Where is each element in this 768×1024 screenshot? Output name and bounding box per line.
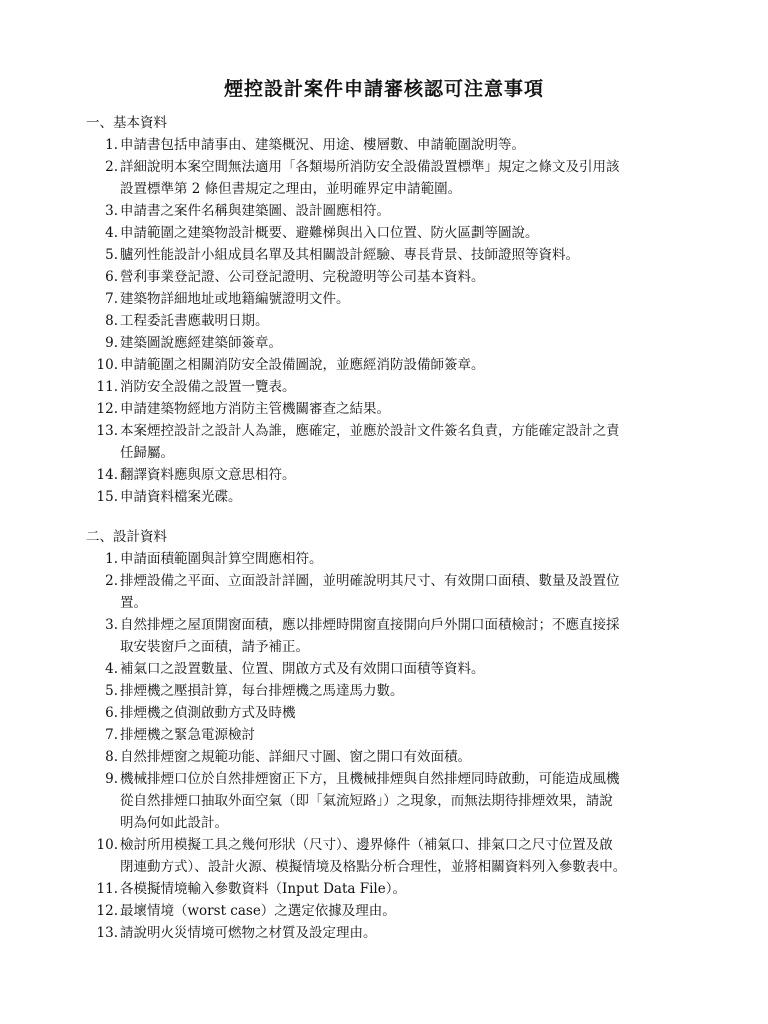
item-number: 2. [105, 159, 118, 175]
item-text: 營利事業登記證、公司登記證明、完稅證明等公司基本資料。 [120, 269, 485, 285]
item-number: 3. [105, 203, 118, 219]
item-text: 本案煙控設計之設計人為誰，應確定，並應於設計文件簽名負責，方能確定設計之責 [120, 423, 620, 439]
item-text: 排煙機之偵測啟動方式及時機 [120, 705, 296, 721]
item-text: 閉連動方式）、設計火源、模擬情境及格點分析合理性，並將相關資料列入參數表中。 [120, 859, 627, 875]
item-number: 14. [96, 467, 118, 483]
item-number: 13. [96, 423, 118, 439]
item-text: 任歸屬。 [120, 445, 174, 461]
item-number: 11. [96, 379, 118, 395]
item-number: 13. [96, 925, 118, 941]
item-text: 明為何如此設計。 [120, 815, 228, 831]
item-number: 2. [105, 573, 118, 589]
item-number: 7. [105, 291, 118, 307]
item-text: 自然排煙窗之規範功能、詳細尺寸圖、窗之開口有效面積。 [120, 749, 471, 765]
item-number: 12. [96, 401, 118, 417]
item-text: 申請書包括申請事由、建築概況、用途、樓層數、申請範圍說明等。 [120, 137, 525, 153]
item-number: 9. [105, 335, 118, 351]
item-number: 9. [105, 771, 118, 787]
item-text: 從自然排煙口抽取外面空氣（即「氣流短路」）之現象，而無法期待排煙效果，請說 [120, 793, 613, 809]
item-text: 排煙設備之平面、立面設計詳圖，並明確說明其尺寸、有效開口面積、數量及設置位 [120, 573, 620, 589]
item-text: 工程委託書應載明日期。 [120, 313, 269, 329]
item-number: 6. [105, 705, 118, 721]
item-number: 7. [105, 727, 118, 743]
item-text: 機械排煙口位於自然排煙窗正下方，且機械排煙與自然排煙同時啟動，可能造成風機 [120, 771, 620, 787]
item-number: 10. [96, 357, 118, 373]
section-heading: 一、基本資料 [86, 115, 167, 131]
item-text: 翻譯資料應與原文意思相符。 [120, 467, 296, 483]
item-number: 10. [96, 837, 118, 853]
item-text: 建築圖說應經建築師簽章。 [120, 335, 282, 351]
item-number: 4. [105, 225, 118, 241]
item-number: 4. [105, 661, 118, 677]
item-text: 取安裝窗戶之面積，請予補正。 [120, 639, 309, 655]
item-number: 5. [105, 247, 118, 263]
item-text: 申請範圍之相關消防安全設備圖說，並應經消防設備師簽章。 [120, 357, 485, 373]
item-text: 設置標準第 2 條但書規定之理由，並明確界定申請範圍。 [120, 181, 462, 197]
item-number: 8. [105, 313, 118, 329]
document-title: 煙控設計案件申請審核認可注意事項 [223, 78, 544, 100]
item-number: 11. [96, 881, 118, 897]
item-text: 臚列性能設計小組成員名單及其相關設計經驗、專長背景、技師證照等資料。 [120, 247, 579, 263]
item-number: 1. [105, 551, 118, 567]
item-text: 補氣口之設置數量、位置、開啟方式及有效開口面積等資料。 [120, 661, 485, 677]
item-text: 置。 [120, 595, 147, 611]
item-number: 5. [105, 683, 118, 699]
item-text: 消防安全設備之設置一覽表。 [120, 379, 296, 395]
item-text: 排煙機之緊急電源檢討 [120, 727, 255, 743]
item-text: 申請建築物經地方消防主管機關審查之結果。 [120, 401, 390, 417]
item-text: 申請資料檔案光碟。 [120, 489, 242, 505]
item-text: 最壞情境（worst case）之選定依據及理由。 [120, 903, 396, 919]
item-text: 詳細說明本案空間無法適用「各類場所消防安全設備設置標準」規定之條文及引用該 [120, 159, 620, 175]
item-text: 檢討所用模擬工具之幾何形狀（尺寸）、邊界條件（補氣口、排氣口之尺寸位置及啟 [120, 837, 613, 853]
item-text: 建築物詳細地址或地籍編號證明文件。 [120, 291, 350, 307]
item-number: 1. [105, 137, 118, 153]
item-text: 申請範圍之建築物設計概要、避難梯與出入口位置、防火區劃等圖說。 [120, 225, 539, 241]
item-number: 3. [105, 617, 118, 633]
item-number: 15. [96, 489, 118, 505]
item-text: 排煙機之壓損計算，每台排煙機之馬達馬力數。 [120, 683, 404, 699]
item-text: 申請面積範圍與計算空間應相符。 [120, 551, 323, 567]
item-text: 自然排煙之屋頂開窗面積，應以排煙時開窗直接開向戶外開口面積檢討；不應直接採 [120, 617, 620, 633]
item-text: 各模擬情境輸入參數資料（Input Data File）。 [120, 881, 406, 897]
item-number: 8. [105, 749, 118, 765]
item-number: 12. [96, 903, 118, 919]
section-heading: 二、設計資料 [86, 529, 167, 545]
item-number: 6. [105, 269, 118, 285]
item-text: 請說明火災情境可燃物之材質及設定理由。 [120, 925, 377, 941]
item-text: 申請書之案件名稱與建築圖、設計圖應相符。 [120, 203, 390, 219]
